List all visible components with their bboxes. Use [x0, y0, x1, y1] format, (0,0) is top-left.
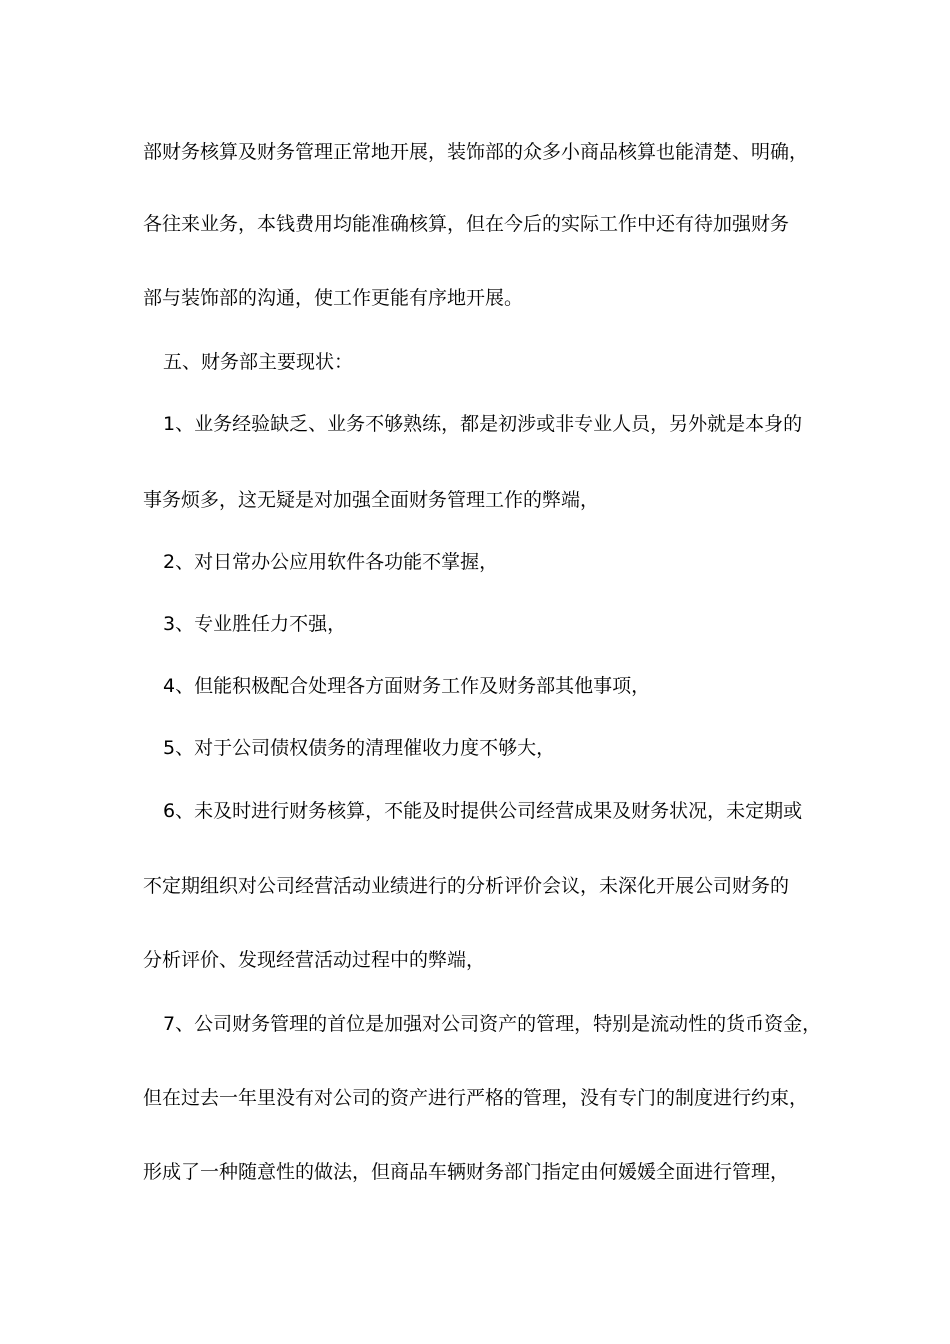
list-item: 6、未及时进行财务核算，不能及时提供公司经营成果及财务状况，未定期或 [163, 800, 803, 822]
paragraph-line: 部财务核算及财务管理正常地开展，装饰部的众多小商品核算也能清楚、明确， [143, 141, 809, 163]
list-item: 1、业务经验缺乏、业务不够熟练，都是初涉或非专业人员，另外就是本身的 [163, 413, 803, 435]
list-item: 2、对日常办公应用软件各功能不掌握， [163, 551, 499, 573]
paragraph-line: 事务烦多，这无疑是对加强全面财务管理工作的弊端， [143, 489, 600, 511]
paragraph-line: 不定期组织对公司经营活动业绩进行的分析评价会议，未深化开展公司财务的 [143, 875, 790, 897]
list-item: 7、公司财务管理的首位是加强对公司资产的管理，特别是流动性的货币资金， [163, 1013, 822, 1035]
paragraph-line: 各往来业务，本钱费用均能准确核算，但在今后的实际工作中还有待加强财务 [143, 213, 790, 235]
list-item: 4、但能积极配合处理各方面财务工作及财务部其他事项， [163, 675, 651, 697]
paragraph-line: 分析评价、发现经营活动过程中的弊端， [143, 949, 486, 971]
section-heading: 五、财务部主要现状： [163, 351, 354, 373]
list-item: 3、专业胜任力不强， [163, 613, 347, 635]
paragraph-line: 但在过去一年里没有对公司的资产进行严格的管理，没有专门的制度进行约束， [143, 1087, 809, 1109]
paragraph-line: 部与装饰部的沟通，使工作更能有序地开展。 [143, 287, 524, 309]
paragraph-line: 形成了一种随意性的做法，但商品车辆财务部门指定由何媛媛全面进行管理， [143, 1161, 790, 1183]
list-item: 5、对于公司债权债务的清理催收力度不够大， [163, 737, 556, 759]
